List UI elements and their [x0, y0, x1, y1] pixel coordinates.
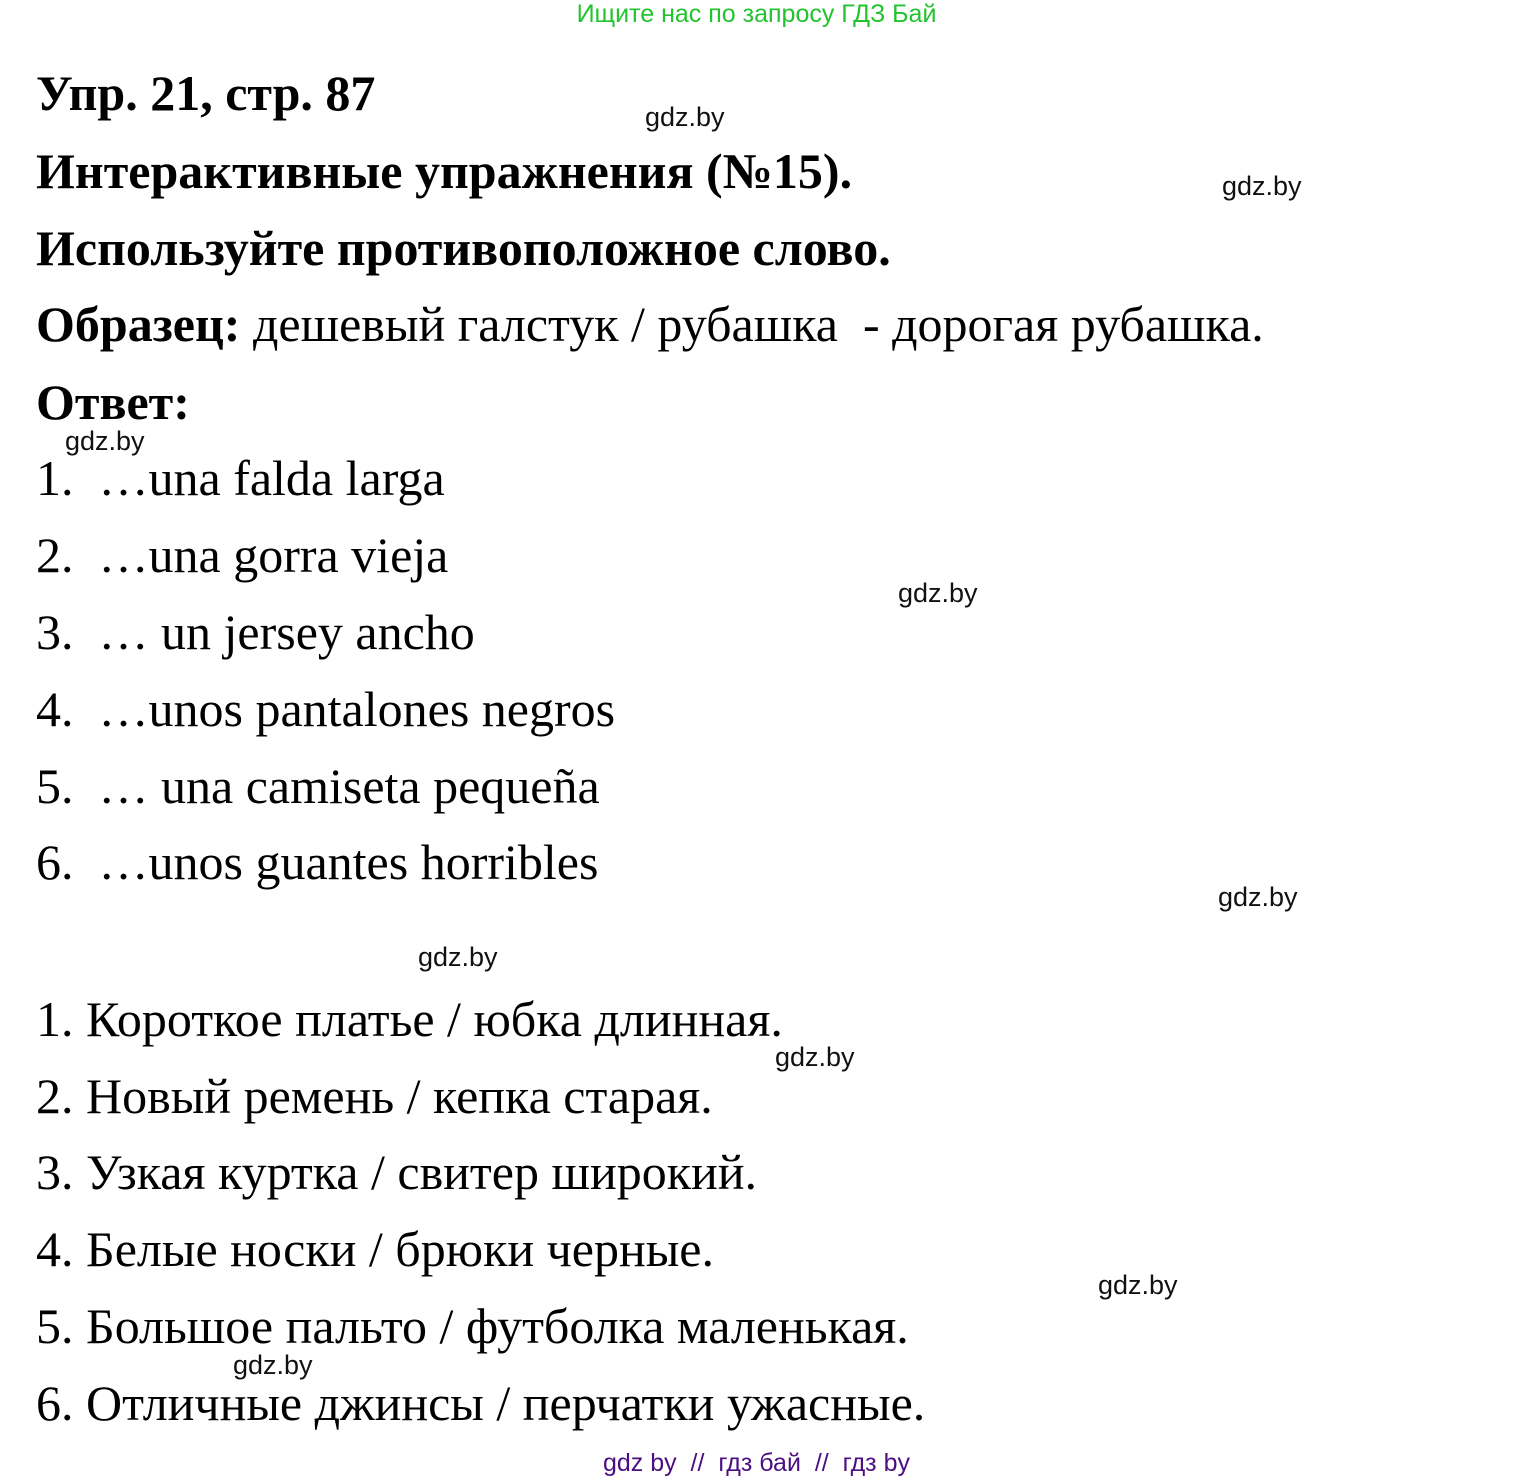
- example-text: дешевый галстук / рубашка - дорогая рубашка.: [240, 296, 1264, 352]
- answer-es-item: 1. …una falda larga: [36, 450, 445, 506]
- search-banner: Ищите нас по запросу ГДЗ Бай: [576, 0, 937, 28]
- answer-ru-item: 1. Короткое платье / юбка длинная.: [36, 991, 783, 1047]
- exercise-title: Упр. 21, стр. 87: [36, 65, 376, 121]
- answer-label: Ответ:: [36, 374, 190, 430]
- answer-ru-item: 4. Белые носки / брюки черные.: [36, 1221, 715, 1277]
- answer-es-item: 2. …una gorra vieja: [36, 527, 449, 583]
- example-label: Образец:: [36, 296, 241, 352]
- watermark: gdz.by: [233, 1350, 313, 1380]
- answer-ru-item: 3. Узкая куртка / свитер широкий.: [36, 1144, 758, 1200]
- answer-es-item: 4. …unos pantalones negros: [36, 681, 616, 737]
- watermark: gdz.by: [898, 578, 978, 608]
- footer-links: gdz by // гдз бай // гдз by: [602, 1449, 910, 1477]
- watermark: gdz.by: [775, 1042, 855, 1072]
- answer-es-item: 3. … un jersey ancho: [36, 604, 475, 660]
- example-line: [36, 296, 1264, 352]
- answer-ru-item: 5. Большое пальто / футболка маленькая.: [36, 1298, 909, 1354]
- watermark: gdz.by: [1218, 882, 1298, 912]
- watermark: gdz.by: [65, 426, 145, 456]
- answer-ru-item: 6. Отличные джинсы / перчатки ужасные.: [36, 1375, 926, 1431]
- watermark: gdz.by: [1222, 171, 1302, 201]
- answer-es-item: 6. …unos guantes horribles: [36, 834, 599, 890]
- watermark: gdz.by: [1098, 1270, 1178, 1300]
- task-instruction: Используйте противоположное слово.: [36, 220, 891, 276]
- exercise-subtitle: Интерактивные упражнения (№15).: [36, 143, 853, 199]
- watermark: gdz.by: [418, 942, 498, 972]
- watermark: gdz.by: [645, 102, 725, 132]
- answer-es-item: 5. … una camiseta pequeña: [36, 758, 600, 814]
- answer-ru-item: 2. Новый ремень / кепка старая.: [36, 1068, 713, 1124]
